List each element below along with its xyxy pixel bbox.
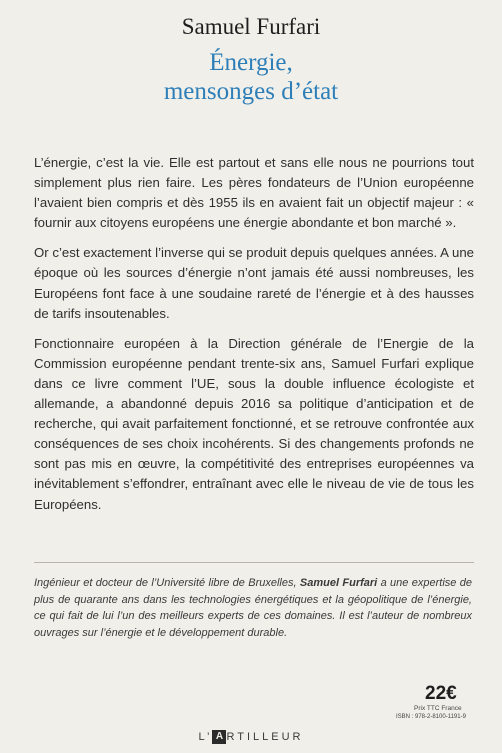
bio-author-name: Samuel Furfari — [299, 577, 378, 589]
title-line-1: Énergie, — [209, 49, 293, 76]
summary-text — [34, 153, 474, 525]
author-name: Samuel Furfari — [181, 14, 321, 39]
publisher-logo-icon: A — [212, 730, 226, 744]
isbn: ISBN : 978-2-8100-1191-9 — [396, 714, 466, 720]
publisher-logo — [0, 730, 502, 744]
bio-rest: a une expertise de plus de quarante ans dans les technologies énergétiques et la géopolitique de l’énergie, ce qui fait de lui l’un des meilleurs experts de ces domaines. Il est l’auteur de nombreux ouvrages sur l’énergie et le développement durable. — [34, 577, 472, 639]
summary-paragraph: Fonctionnaire européen à la Direction générale de l’Energie de la Commission européenne pendant trente-six ans, Samuel Furfari explique dans ce livre comment l’UE, sous la double influence écologiste et allemande, a abandonné depuis 2016 sa politique d’anticipation et de recherche, qui avait parfaitement fonctionné, et se retrouve confrontée aux conséquences de ses choix incohérents. Si des changements profonds ne sont pas mis en œuvre, la compétitivité des entreprises européennes va inévitablement s’effondrer, entraînant avec elle le niveau de vie de tous les Européens. — [34, 335, 474, 512]
summary-paragraph: Or c’est exactement l’inverse qui se produit depuis quelques années. A une époque où les sources d’énergie n’ont jamais été aussi nombreuses, les Européens font face à une soudaine rareté de l’énergie et à des hausses de tarifs insoutenables. — [34, 245, 474, 321]
publisher-suffix: RTILLEUR — [226, 730, 304, 743]
price: 22€ — [425, 683, 457, 704]
author-bio — [34, 575, 472, 641]
summary-paragraph: L’énergie, c’est la vie. Elle est partout et sans elle nous ne pourrions tout simplement plus rien faire. Les pères fondateurs de l’Union européenne l’avaient bien compris et dès 1955 ils en avaient fait un objectif majeur : « fournir aux citoyens européens une énergie abondante et bon marché ». — [34, 155, 474, 231]
bio-intro: Ingénieur et docteur de l’Université libre de Bruxelles, — [34, 577, 300, 589]
price-note: Prix TTC France — [414, 705, 462, 712]
title-line-2: mensonges d’état — [163, 78, 339, 105]
book-title — [0, 48, 502, 106]
publisher-prefix: L’ — [198, 730, 213, 743]
divider — [34, 562, 474, 563]
